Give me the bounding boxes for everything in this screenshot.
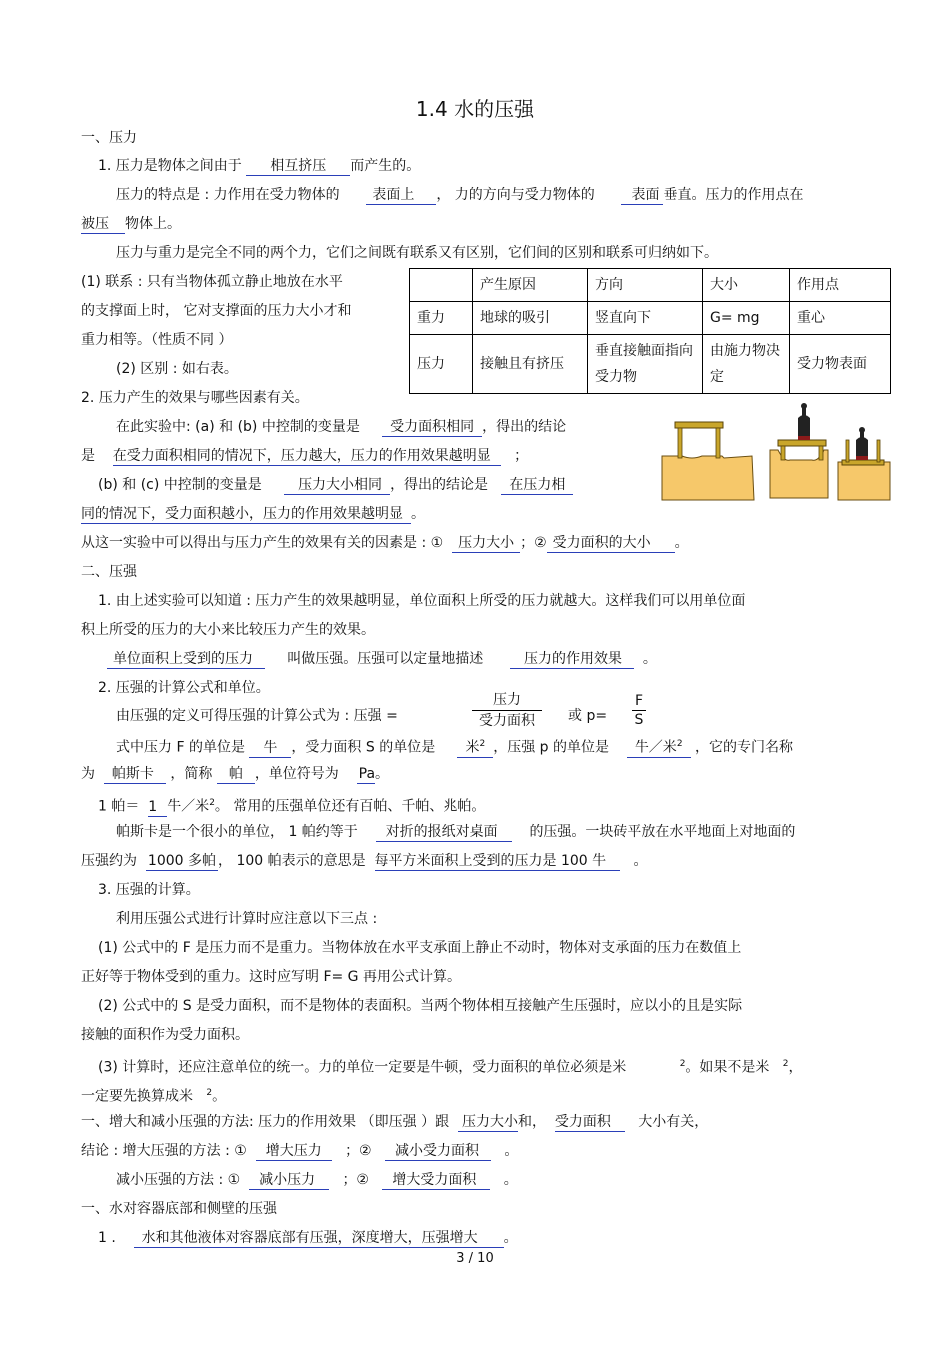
fraction-numerator: F (634, 693, 644, 709)
answer-blank: 压力的作用效果 (510, 650, 634, 669)
page-title: 1.4 水的压强 (415, 97, 535, 121)
table-cell: 重心 (790, 302, 891, 335)
answer-blank: 增大压力 (256, 1142, 332, 1161)
text-line: 3. 压强的计算。 (98, 882, 200, 898)
table-cell: 地球的吸引 (473, 302, 588, 335)
answer-blank: 表面上 (366, 186, 436, 205)
answer-blank: 水和其他液体对容器底部有压强，深度增大，压强增大 (134, 1229, 504, 1248)
text-line: 一定要先换算成米 $^2$。 (81, 1088, 227, 1105)
answer-blank: 压力大小相同 (284, 476, 390, 495)
sponge-c (838, 427, 890, 500)
answer-blank: 受力面积 (555, 1113, 625, 1132)
table-cell: 方向 (588, 269, 703, 302)
answer-blank: 受力面积相同 (382, 418, 482, 437)
answer-blank: 帕 (217, 765, 255, 784)
table-cell: 由施力物决定 (703, 335, 790, 394)
text-line: 为 帕斯卡 ，简称 帕 ，单位符号为 Pa。 (81, 766, 390, 782)
answer-blank: 减小压力 (249, 1171, 329, 1190)
pressure-symbol-formula (630, 692, 648, 729)
text-line: 2. 压强的计算公式和单位。 (98, 680, 270, 696)
table-row (410, 335, 891, 394)
table-cell: 产生原因 (473, 269, 588, 302)
answer-blank: 1000 多帕 (147, 853, 216, 869)
formula-line: 由压强的定义可得压强的计算公式为 : 压强 = (116, 708, 398, 724)
answer-blank: 压力大小 (458, 1113, 518, 1132)
page-number: 3 / 10 (456, 1251, 494, 1266)
text-line: (3) 计算时，还应注意单位的统一。力的单位一定要是牛顿，受力面积的单位必须是米 $^2$。如果不是米 $^2$， (98, 1059, 803, 1076)
text-line: 积上所受的压力的大小来比较压力产生的效果。 (81, 622, 375, 638)
answer-blank: 牛 (249, 739, 291, 758)
text-line: 一、增大和减小压强的方法: 压力的作用效果 （即压强 ）跟 压力大小和， 受力面积 大小有关， (81, 1114, 709, 1130)
experiment-figure (660, 400, 892, 504)
table-cell: G= mg (703, 302, 790, 335)
fraction-denominator: S (634, 712, 644, 728)
text-line: 同的情况下，受力面积越小，压力的作用效果越明显 。 (81, 506, 425, 522)
text-line: 压力的特点是 : 力作用在受力物体的 表面上 ， 力的方向与受力物体的 表面 垂直。压力的作用点在 (116, 187, 804, 203)
answer-blank: 在压力相 (501, 476, 573, 495)
text-line: 2. 压力产生的效果与哪些因素有关。 (81, 390, 309, 406)
answer-blank: 减小受力面积 (385, 1142, 491, 1161)
fraction-numerator: 压力 (493, 692, 521, 708)
table-cell: 作用点 (790, 269, 891, 302)
answer-blank: 帕斯卡 (104, 765, 166, 784)
answer-blank: 对折的报纸对桌面 (376, 823, 512, 842)
text-line: 的支撑面上时， 它对支撑面的压力大小才和 (81, 303, 352, 319)
sponge-a (662, 422, 754, 500)
text-line: 被压 物体上。 (81, 216, 181, 232)
answer-blank: 被压 (81, 215, 125, 234)
text-line: 在此实验中: (a) 和 (b) 中控制的变量是 受力面积相同 ，得出的结论 (116, 419, 567, 435)
text-line: 从这一实验中可以得出与压力产生的效果有关的因素是 : ① 压力大小 ；② 受力面积的大小 。 (81, 535, 689, 551)
text-line: 是 在受力面积相同的情况下，压力越大，压力的作用效果越明显 ； (81, 448, 529, 464)
section-heading-pressure: 二、压强 (81, 564, 137, 580)
table-cell: 大小 (703, 269, 790, 302)
text-line: 式中压力 F 的单位是 牛 ，受力面积 S 的单位是 米$^2$ ，压强 p 的单位是 牛／米$^2$ ，它的专门名称 (116, 735, 793, 758)
answer-blank: 每平方米面积上受到的压力是 100 牛 (375, 852, 621, 871)
table-cell (410, 269, 473, 302)
answer-blank: 增大受力面积 (382, 1171, 490, 1190)
text-line: 1 帕＝ 1 牛／米$^2$。 常用的压强单位还有百帕、千帕、兆帕。 (98, 798, 486, 815)
table-cell: 重力 (410, 302, 473, 335)
text-line: 利用压强公式进行计算时应注意以下三点 : (116, 911, 378, 927)
text-line: 减小压强的方法 : ① 减小压力 ；② 增大受力面积 。 (116, 1172, 518, 1188)
text-line: 重力相等。（性质不同 ） (81, 332, 233, 348)
sponge-b (770, 403, 828, 498)
answer-blank: 压力大小 (452, 534, 520, 553)
table-cell: 垂直接触面指向受力物 (588, 335, 703, 394)
table-cell: 竖直向下 (588, 302, 703, 335)
text-line: 压强约为 1000 多帕 ， 100 帕表示的意思是 每平方米面积上受到的压力是 100 牛 。 (81, 853, 648, 869)
text-line: (1) 联系 : 只有当物体孤立静止地放在水平 (81, 274, 343, 290)
text-line: (1) 公式中的 F 是压力而不是重力。当物体放在水平支承面上静止不动时，物体对支承面的压力在数值上 (98, 940, 742, 956)
text-line: 结论 : 增大压强的方法 : ① 增大压力 ；② 减小受力面积 。 (81, 1143, 519, 1159)
answer-blank: 1 (148, 798, 167, 817)
text-line: 1. 压力是物体之间由于 相互挤压 而产生的。 (98, 158, 421, 174)
text-line: 接触的面积作为受力面积。 (81, 1027, 249, 1043)
text-line: (2) 区别 : 如右表。 (116, 361, 238, 377)
text-line: 正好等于物体受到的重力。这时应写明 F= G 再用公式计算。 (81, 969, 461, 985)
table-row (410, 269, 891, 302)
text-line: 帕斯卡是一个很小的单位， 1 帕约等于 对折的报纸对桌面 的压强。一块砖平放在水平地面上对地面的 (116, 824, 796, 840)
answer-blank: 表面 (621, 186, 663, 205)
answer-blank: 相互挤压 (246, 157, 350, 176)
answer-blank: Pa (358, 766, 376, 782)
text-line: 1. 由上述实验可以知道 : 压力产生的效果越明显，单位面积上所受的压力就越大。这样我们可以用单位面 (98, 593, 746, 609)
table-cell: 压力 (410, 335, 473, 394)
table-cell: 接触且有挤压 (473, 335, 588, 394)
text-line: (2) 公式中的 S 是受力面积，而不是物体的表面积。当两个物体相互接触产生压强时，应以小的且是实际 (98, 998, 743, 1014)
section-heading-pressure-force: 一、压力 (81, 130, 137, 146)
section-heading-water-pressure: 一、水对容器底部和侧壁的压强 (81, 1201, 277, 1217)
table-row (410, 302, 891, 335)
answer-blank: 同的情况下，受力面积越小，压力的作用效果越明显 (81, 505, 411, 524)
text-line: 压力与重力是完全不同的两个力，它们之间既有联系又有区别，它们间的区别和联系可归纳如下。 (116, 245, 718, 261)
text-line: (b) 和 (c) 中控制的变量是 压力大小相同 ，得出的结论是 在压力相 (98, 475, 573, 495)
answer-blank: 牛／米$^2$ (627, 735, 691, 758)
answer-blank: 米$^2$ (457, 735, 493, 758)
answer-blank: 受力面积的大小 (547, 534, 675, 553)
answer-blank: 单位面积上受到的压力 (107, 650, 265, 669)
comparison-table (409, 268, 891, 394)
text-line: 1 . 水和其他液体对容器底部有压强，深度增大，压强增大 。 (98, 1230, 518, 1246)
text-line: 单位面积上受到的压力 叫做压强。压强可以定量地描述 压力的作用效果 。 (107, 649, 657, 669)
pressure-word-formula (470, 690, 544, 731)
table-cell: 受力物表面 (790, 335, 891, 394)
answer-blank: 在受力面积相同的情况下，压力越大，压力的作用效果越明显 (113, 447, 501, 466)
fraction-denominator: 受力面积 (479, 713, 535, 729)
formula-line: 或 p= (568, 708, 608, 724)
